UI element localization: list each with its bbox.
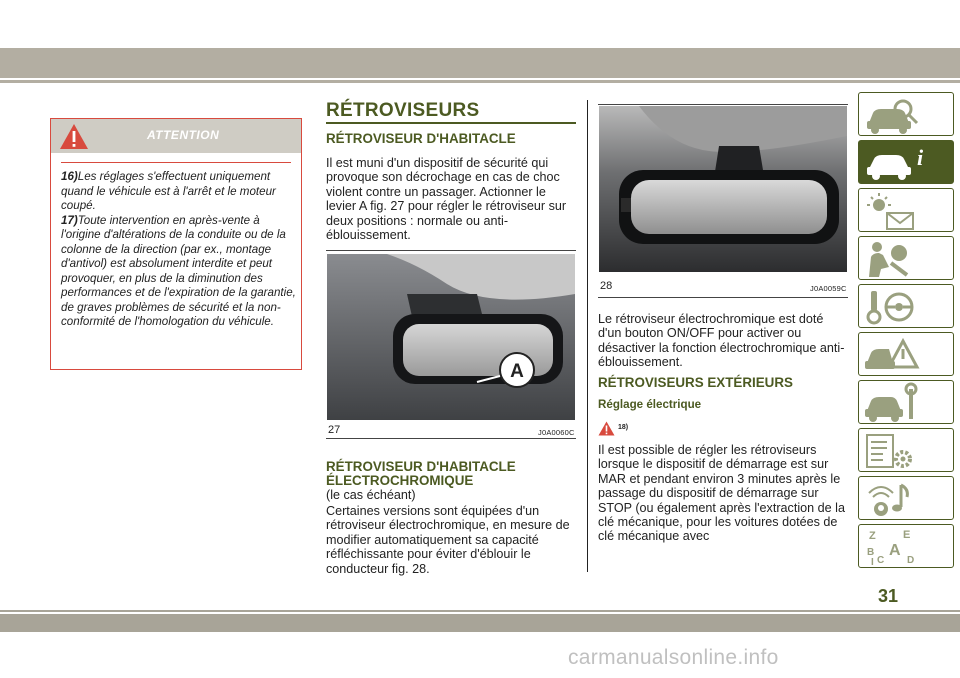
subheading-line: ÉLECTROCHROMIQUE [326,473,474,488]
paragraph-text: Il est possible de régler les rétroviseurs lorsque le dispositif de démarrage est sur MAR et pendant environ 3 minutes après le passage du dispositif de démarrage sur STOP (ou également après l'extraction de la clé mécanique, pour les voitures dotées de clé mécanique avec [598,443,845,544]
note-number: 16) [61,170,78,183]
figure-bottom-rule [326,438,576,439]
key-steering-wheel-icon [859,285,955,329]
subheading-electrochromic [326,460,516,488]
tab-car-search[interactable] [858,92,954,136]
index-letter: A [889,542,901,559]
svg-text:i: i [917,145,924,170]
figure-27-number: 27 [328,424,341,436]
tab-warning-lights[interactable] [858,188,954,232]
note-reference: 18) [618,424,629,431]
footer-rule [0,610,960,612]
tab-safety[interactable] [858,236,954,280]
car-warning-triangle-icon [859,333,955,377]
figure-28-number: 28 [600,280,613,292]
tab-specifications[interactable] [858,428,954,472]
mirror-lever-photo [327,254,575,420]
index-letter: D [907,555,915,566]
multimedia-music-icon [859,477,955,521]
note-number: 17) [61,213,78,227]
figure-top-rule [598,104,848,105]
figure-top-rule [326,250,576,251]
tab-maintenance[interactable] [858,380,954,424]
paragraph-on-off [598,312,850,370]
car-maintenance-wrench-icon [859,381,955,425]
paragraph-text: Il est muni d'un dispositif de sécurité qui provoque son décrochage en cas de choc violent contre un passager. Actionner le levier A fig. 27 pour régler le rétroviseur sur deux positions : normale ou anti-éblouissement. [326,156,567,243]
warning-title: ATTENTION [147,128,220,142]
column-divider [587,100,588,572]
warning-note [61,170,297,214]
index-letter: E [903,529,911,541]
car-search-icon [859,93,955,137]
warning-note [61,214,297,330]
warning-notes [61,170,297,330]
tab-index[interactable] [858,524,954,568]
warning-separator [61,162,291,163]
subheading-interior-mirror: RÉTROVISEUR D'HABITACLE [326,131,516,146]
index-letter: C [877,555,885,566]
heading-rule [326,122,576,124]
tab-car-info[interactable] [858,140,954,184]
tab-key-steering[interactable] [858,284,954,328]
alphabetical-index-icon [859,525,955,569]
subheading-exterior-mirrors: RÉTROVISEURS EXTÉRIEURS [598,375,793,390]
section-heading: RÉTROVISEURS [326,100,480,121]
figure-callout-a: A [510,361,524,382]
safety-airbag-icon [859,237,955,281]
figure-28-image [599,106,847,272]
electrochromic-mirror-photo [599,106,847,272]
tab-emergency[interactable] [858,332,954,376]
header-band [0,48,960,78]
index-letter: Z [869,530,876,542]
watermark: carmanualsonline.info [568,646,779,669]
car-info-icon [859,141,955,185]
paragraph-interior-mirror [326,156,578,242]
header-rule [0,80,960,83]
footer-band [0,614,960,632]
index-letter: B [867,547,875,558]
figure-27-image [327,254,575,420]
paragraph-electric-mirrors [598,443,850,544]
paragraph-text: Le rétroviseur électrochromique est doté d'un bouton ON/OFF pour activer ou désactiver la fonction électrochromique anti-éblouissement. [598,312,845,370]
top-margin [0,0,960,48]
electrochromic-note [326,488,578,502]
warning-header [51,119,301,153]
figure-28-code: J0A0059C [810,284,847,293]
specifications-gear-icon [859,429,955,473]
paragraph-text: (le cas échéant) [326,488,416,502]
warning-triangle-icon [59,123,89,150]
page-number: 31 [877,586,899,606]
warning-light-message-icon [859,189,955,233]
subheading-line: RÉTROVISEUR D'HABITACLE [326,459,516,474]
figure-27-code: J0A0060C [538,428,575,437]
note-text: Toute intervention en après-vente à l'origine d'altérations de la conduite ou de la colonne de la direction (par ex., montage d'antivol) est absolument interdite et peut provoquer, en plus de la diminution des performances et de l'expiration de la garantie, de graves problèmes de sécurité et la non-conformité de l'homologation du véhicule. [61,213,296,328]
paragraph-electrochromic [326,504,578,576]
warning-box [50,118,302,370]
warning-triangle-icon [598,421,615,436]
subheading-electric-adjustment: Réglage électrique [598,398,702,411]
figure-bottom-rule [598,297,848,298]
index-letter: I [871,557,874,568]
tab-multimedia[interactable] [858,476,954,520]
note-text: Les réglages s'effectuent uniquement quand le véhicule est à l'arrêt et le moteur coupé. [61,170,276,212]
paragraph-text: Certaines versions sont équipées d'un rétroviseur électrochromique, en mesure de modifier automatiquement sa capacité réfléchissante pour éviter d'éblouir le conducteur fig. 28. [326,504,570,576]
